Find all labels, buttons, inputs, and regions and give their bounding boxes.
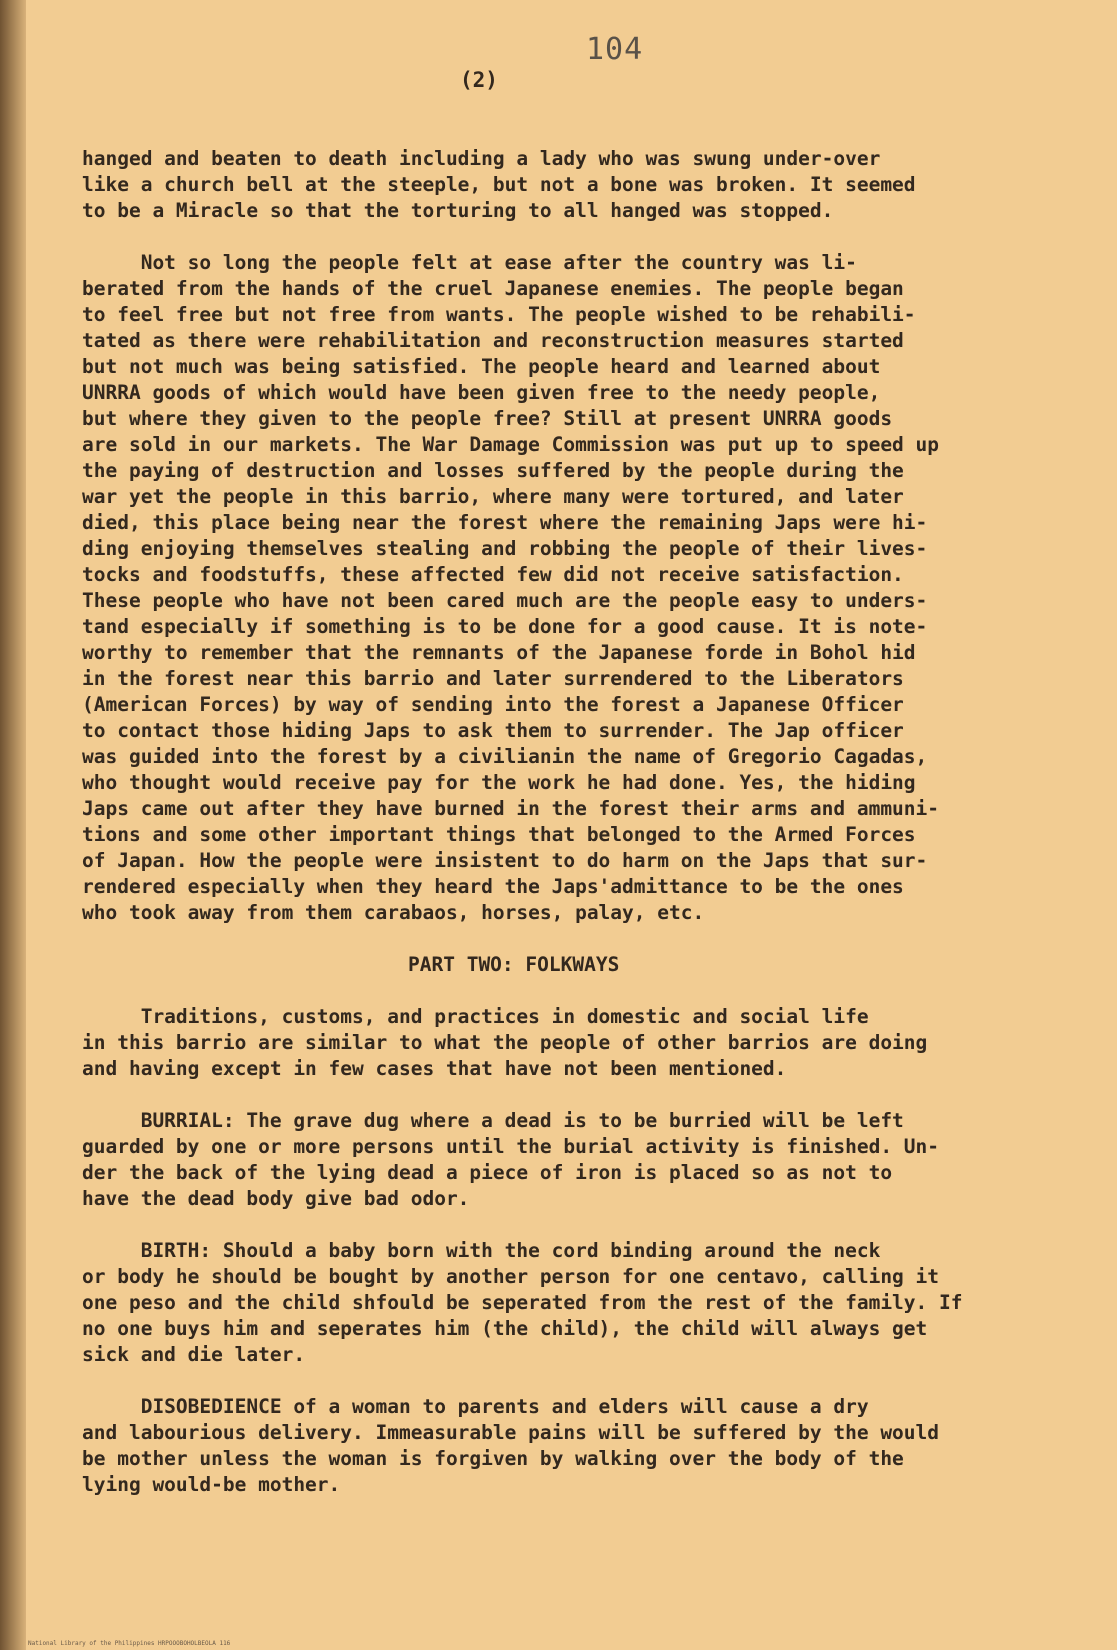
section-heading: PART TWO: FOLKWAYS [408,953,620,976]
archive-footer: National Library of the Philippines HRPOOOBOHOLBEOLA 116 [28,1640,231,1647]
document-body [82,146,1042,1524]
paragraph-burial: BURRIAL: The grave dug where a dead is to be burried will be left guarded by one or more persons until the burial activity is finished. Un- der the back of the lying dead a piece of iron is placed so as not to have the dead body give bad odor. [82,1109,940,1210]
sheet-number: (2) [460,68,498,92]
paragraph-birth: BIRTH: Should a baby born with the cord binding around the neck or body he should be bought by another person for one centavo, calling it one peso and the child shfould be seperated from the rest of the family. If no one buys him and seperates him (the child), the child will always get sick and die later. [82,1239,963,1366]
paragraph-traditions: Traditions, customs, and practices in domestic and social life in this barrio are similar to what the people of other barrios are doing and having except in few cases that have not been mentioned. [82,1005,928,1080]
paragraph-liberation: Not so long the people felt at ease after the country was li- berated from the hands of the cruel Japanese enemies. The people began to feel free but not free from wants. The people wished to be rehabili- tated as there were rehabilitation and reconstruction measures started but not much was being satisfied. The people heard and learned about UNRRA goods of which would have been given free to the needy people, but where they given to the people free? Still at present UNRRA goods are sold in our markets. The War Damage Commission was put up to speed up the paying of destruction and losses suffered by the people during the war yet the people in this barrio, where many were tortured, and later died, this place being near the forest where the remaining Japs were hi- ding enjoying themselves stealing and robbing the people of their lives- tocks and foodstuffs, these affected few did not receive satisfaction. These people who have not been cared much are the people easy to unders- tand especially if something is to be done for a good cause. It is note- worthy to remember that the remnants of the Japanese forde in Bohol hid in the forest near this barrio and later surrendered to the Liberators (American Forces) by way of sending into the forest a Japanese Officer to contact those hiding Japs to ask them to surrender. The Jap officer was guided into the forest by a civilianin the name of Gregorio Cagadas, who thought would receive pay for the work he had done. Yes, the hiding Japs came out after they have burned in the forest their arms and ammuni- tions and some other important things that belonged to the Armed Forces of Japan. How the people were insistent to do harm on the Japs that sur- rendered especially when they heard the Japs'admittance to be the ones who took away from them carabaos, horses, palay, etc. [82,251,940,924]
paragraph-torture: hanged and beaten to death including a lady who was swung under-over like a church bell at the steeple, but not a bone was broken. It seemed to be a Miracle so that the torturing to all hanged was stopped. [82,147,916,222]
binding-edge [0,0,26,1650]
paragraph-disobedience: DISOBEDIENCE of a woman to parents and elders will cause a dry and labourious delivery. Immeasurable pains will be suffered by the would be mother unless the woman is forgiven by walking over the body of the lying would-be mother. [82,1395,940,1496]
page-number: 104 [586,32,644,67]
